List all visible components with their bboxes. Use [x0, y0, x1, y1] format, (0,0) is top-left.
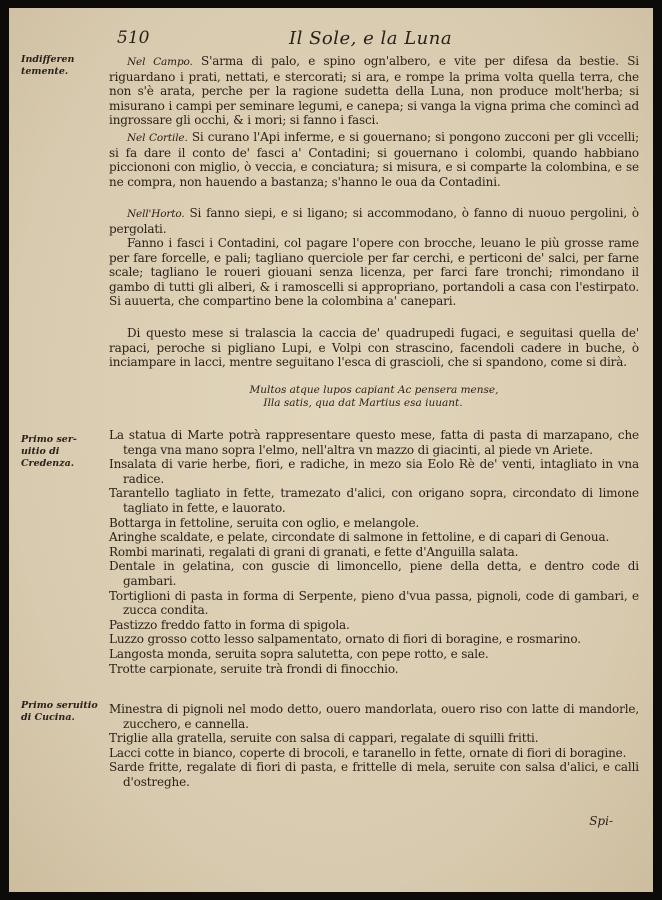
field-lead: Nel Campo. [127, 56, 193, 68]
credenza-item: Aringhe scaldate, e pelate, circondate di salmone in fettoline, e di capari di Genoua. [109, 530, 610, 545]
credenza-item: Pastizzo freddo fatto in forma di spigola. [109, 617, 350, 632]
margin-note-indifferent: Indifferen temente. [21, 54, 75, 77]
cucina-item: Minestra di pignoli nel modo detto, ouero mandorlata, ouero riso con latte di mandorle, zucchero, e cannella. [109, 702, 639, 731]
cucina-menu-list [109, 702, 639, 790]
court-text: Si curano l'Api inferme, e si gouernano; si pongono zucconi per gli vccelli; si fa dare il conto de' fasci a' Contadini; si gouernano i colombi, quando habbiano picciononi con miglio, ò veccia, e conciatura; si misura, e si comparte la colombina, e se ne compra, non hauendo a bastanza; s'hanno le oua da Contadini. [109, 130, 639, 189]
garden-lead: Nell'Horto. [127, 208, 185, 220]
verse-line-1: Multos atque lupos capiant Ac pensera mense, [249, 384, 499, 396]
credenza-menu-list [109, 428, 639, 676]
page-header [9, 28, 653, 54]
court-lead: Nel Cortile. [127, 132, 188, 144]
margin-note-primo-cucina: Primo seruitio di Cucina. [21, 700, 98, 723]
fasci-text: Fanno i fasci i Contadini, col pagare l'opere con brocche, leuano le più grosse rame per fare forcelle, e pali; tagliano querciole per far cerchi, e perticoni de' salci, per farne scale; tagliano le roueri giouani senza licenza, per farci fare tronchi; rimondano il gambo di tutti gli alberi, & i ramoscelli si appropriano, portandoli a casa con l'estirpato. Si auuerta, che compartino bene la colombina a' canepari. [109, 236, 639, 309]
cucina-item: Triglie alla gratella, seruite con salsa di cappari, regalate di squilli fritti. [109, 731, 539, 746]
credenza-item: Langosta monda, seruita sopra salutetta, con pepe rotto, e sale. [109, 646, 489, 661]
margin-note-primo-credenza: Primo ser- uitio di Credenza. [21, 434, 77, 469]
field-text: S'arma di palo, e spino ogn'albero, e vite per difesa da bestie. Si riguardano i prati, nettati, e stercorati; si ara, e rompe la prima volta quella terra, che non s'è arata, perche per la ragione sudetta della Luna, non produce molt'herba; si misurano i campi per seminare legumi, e canepa; si vanga la vigna prima che comincì ad ingrossare gli occhi, & i mori; si fanno i fasci. [109, 54, 639, 128]
garden-text: Si fanno siepi, e si ligano; si accommodano, ò fanno di nuouo pergolini, ò pergolati. [109, 206, 639, 236]
latin-verse [109, 384, 639, 410]
book-page [9, 8, 653, 892]
credenza-item: La statua di Marte potrà rappresentare questo mese, fatta di pasta di marzapano, che tenga vna mano sopra l'elmo, nell'altra vn mazzo di giacinti, al piede vn Ariete. [109, 428, 639, 457]
fasci-paragraph [109, 236, 639, 309]
verse-line-2: Illa satis, qua dat Martius esa iuuant. [263, 397, 463, 409]
court-paragraph [109, 130, 639, 189]
credenza-item: Trotte carpionate, seruite trà frondi di finocchio. [109, 661, 399, 676]
hunting-paragraph [109, 326, 639, 370]
cucina-item: Lacci cotte in bianco, coperte di brocoli, e taranello in fette, ornate di fiori di boragine. [109, 745, 627, 760]
credenza-item: Bottarga in fettoline, seruita con oglio, e melangole. [109, 515, 420, 530]
credenza-item: Tortiglioni di pasta in forma di Serpente, pieno d'vua passa, pignoli, code di gambari, e zucca condita. [109, 588, 639, 618]
running-title: Il Sole, e la Luna [289, 28, 453, 49]
credenza-item: Tarantello tagliato in fette, tramezato d'alici, con origano sopra, circondato di limone tagliato in fette, e lauorato. [109, 486, 639, 515]
garden-paragraph [109, 206, 639, 236]
page-number: 510 [117, 28, 150, 48]
catchword: Spi- [589, 814, 613, 828]
field-paragraph [109, 54, 639, 128]
credenza-item: Rombi marinati, regalati di grani di granati, e fette d'Anguilla salata. [109, 544, 519, 559]
credenza-item: Luzzo grosso cotto lesso salpamentato, ornato di fiori di boragine, e rosmarino. [109, 632, 581, 647]
credenza-item: Dentale in gelatina, con guscie di limoncello, piene della detta, e dentro code di gambari. [109, 559, 639, 588]
cucina-item: Sarde fritte, regalate di fiori di pasta, e frittelle di mela, seruite con salsa d'alici, e calli d'ostreghe. [109, 760, 639, 789]
hunting-text: Di questo mese si tralascia la caccia de' quadrupedi fugaci, e seguitasi quella de' rapaci, peroche si pigliano Lupi, e Volpi con strascino, facendoli cadere in buche, ò inciampare in lacci, mentre seguitano l'esca di grascioli, che si spandono, come si dirà. [109, 326, 639, 370]
credenza-item: Insalata di varie herbe, fiori, e radiche, in mezo sia Eolo Rè de' venti, intagliato in vna radice. [109, 457, 639, 486]
